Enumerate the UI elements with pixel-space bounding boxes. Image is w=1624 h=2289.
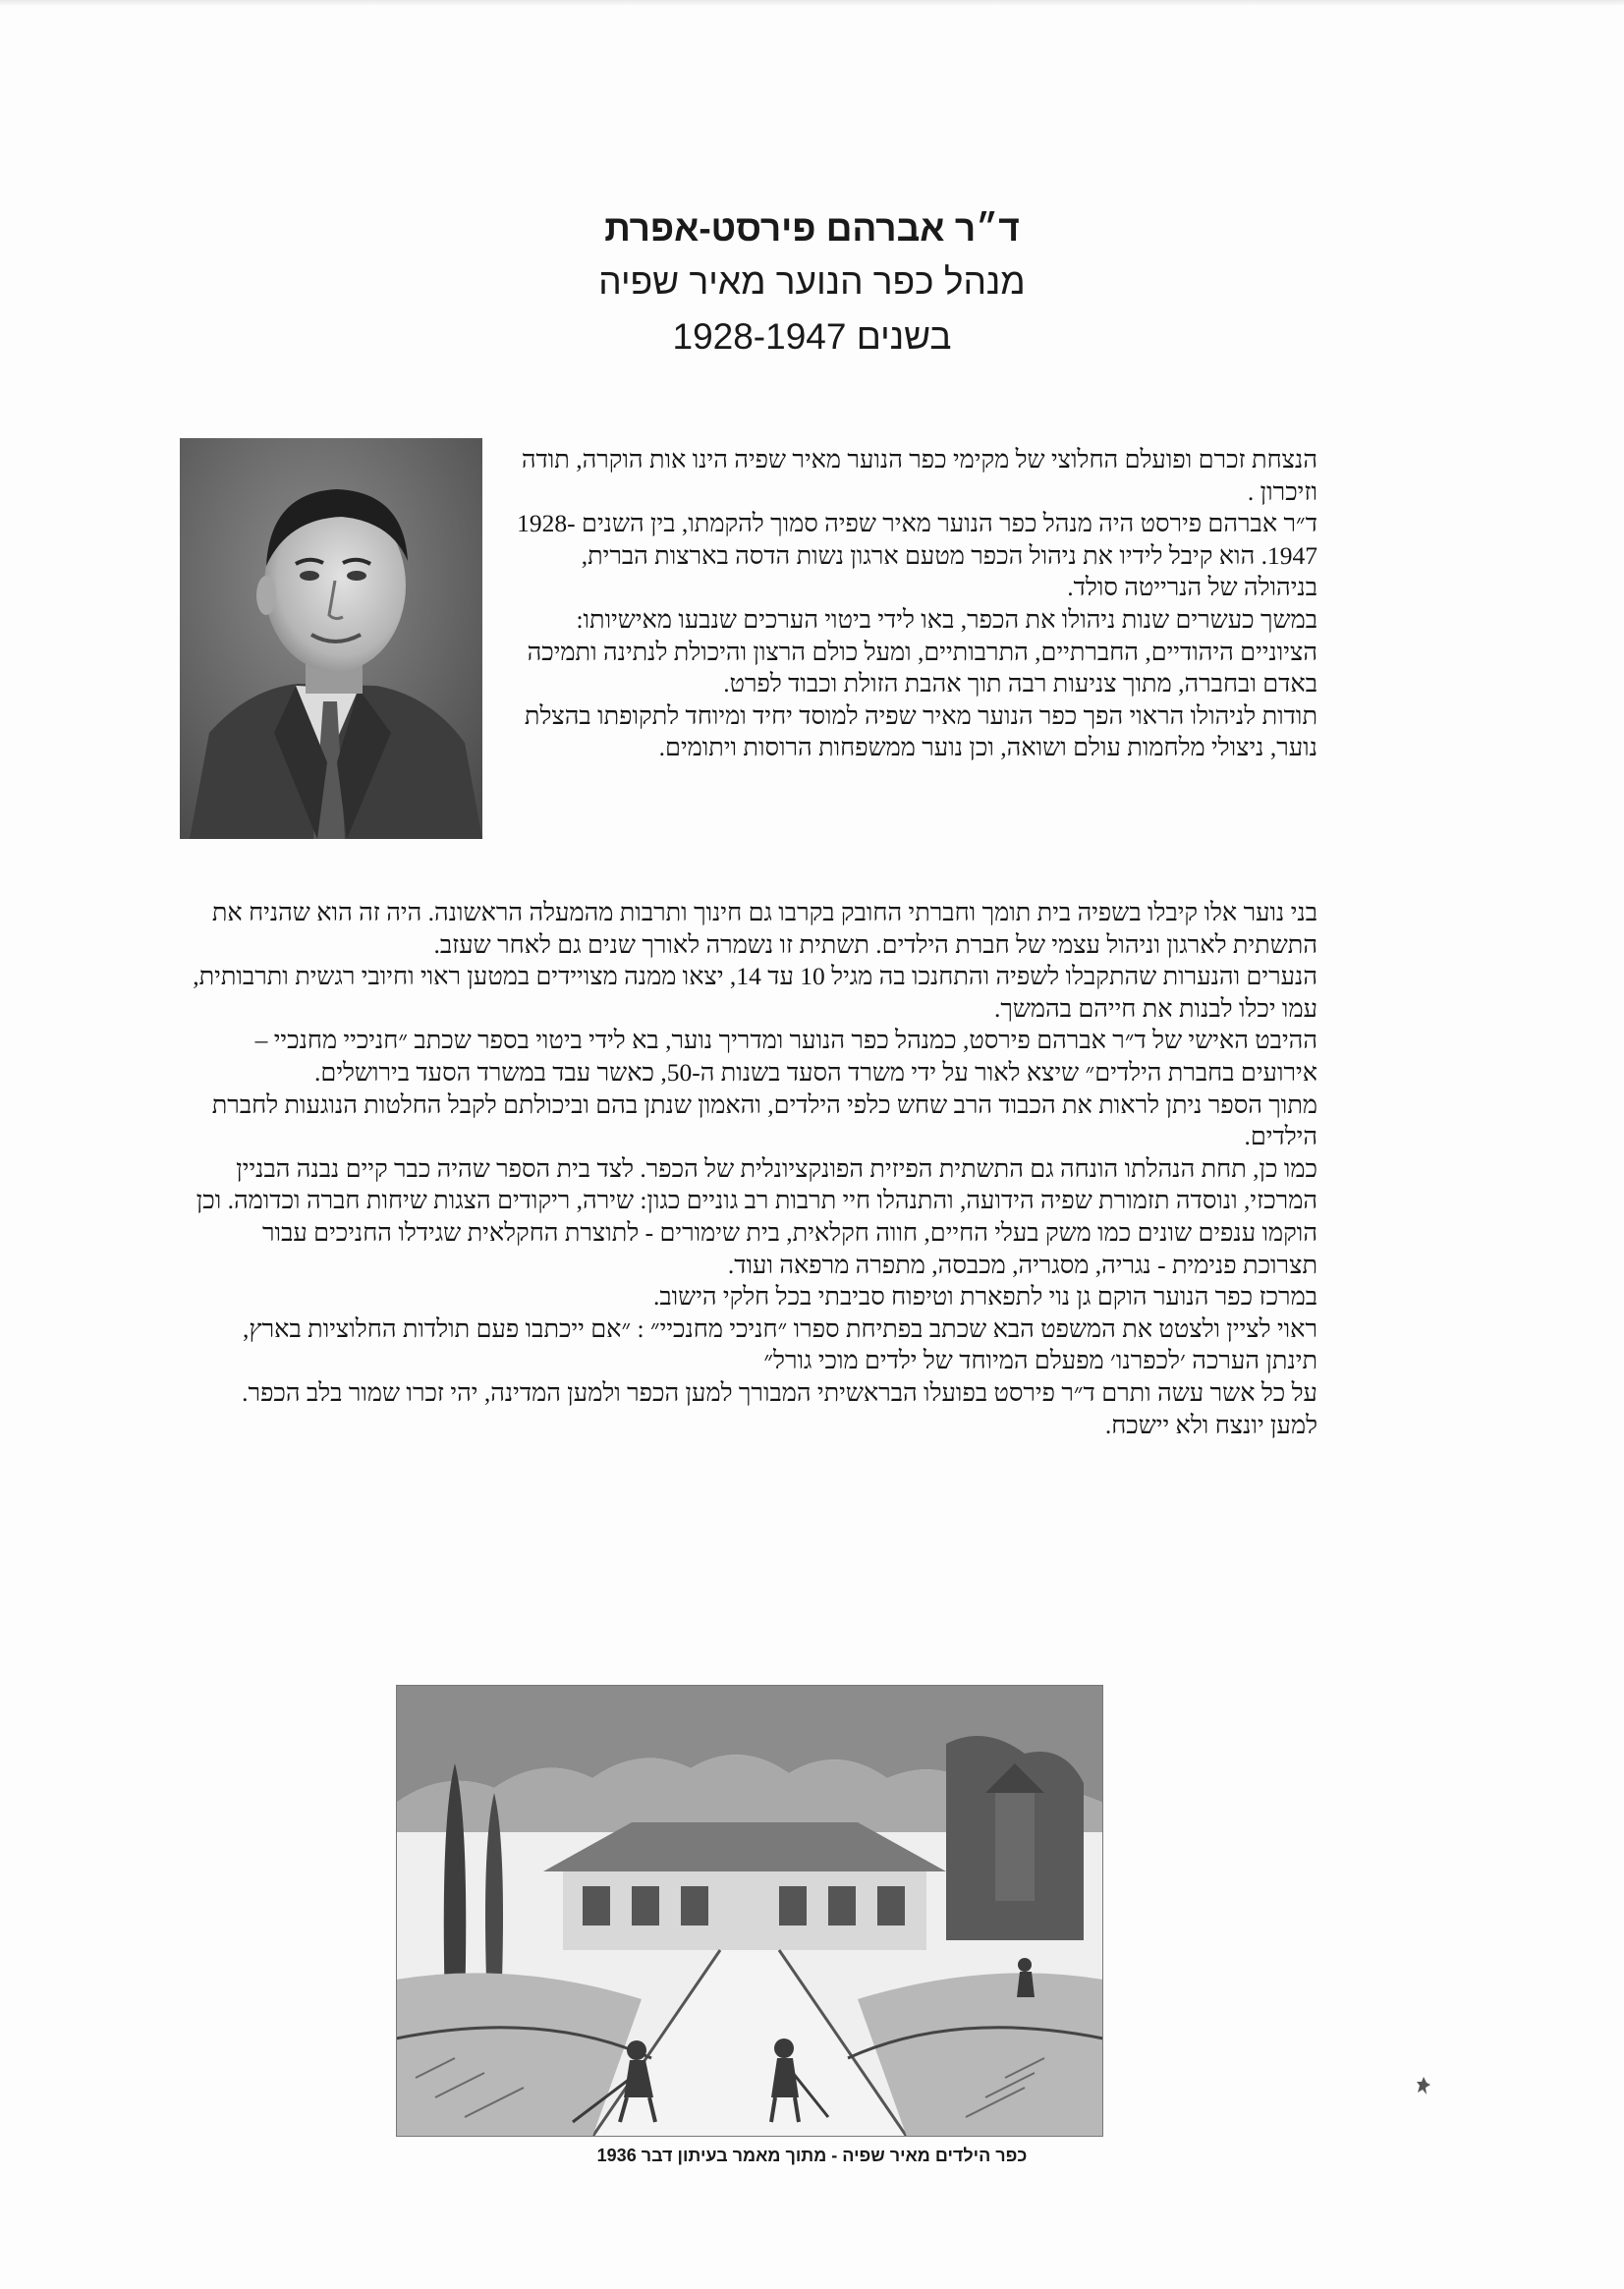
scan-edge — [0, 0, 1624, 6]
paragraph: ראוי לציין ולצטט את המשפט הבא שכתב בפתיחת ספרו ״חניכי מחנכיי״ : ״אם ייכתבו פעם תולדות החלוציות בארץ, תינתן הערכה ׳לכפרנו׳ מפעלם המיוחד של ילדים מוכי גורל״ — [243, 1313, 1317, 1375]
paragraph: ד״ר אברהם פירסט היה מנהל כפר הנוער מאיר שפיה סמוך להקמתו, בין השנים 1928-1947. הוא קיבל לידיו את ניהול הכפר מטעם ארגון נשות הדסה בארצות הברית, בניהולה של הנרייטה סולד. — [517, 509, 1317, 602]
document-title: ד״ר אברהם פירסט-אפרת — [604, 208, 1020, 249]
paragraph: הנערים והנערות שהתקבלו לשפיה והתחנכו בה מגיל 10 עד 14, יצאו ממנה מצויידים במטען ראוי וחיובי רגשית ותרבותית, עמו יכלו לבנות את חייהם בהמשך. — [193, 962, 1317, 1023]
paragraph: ההיבט האישי של ד״ר אברהם פירסט, כמנהל כפר הנוער ומדריך נוער, בא לידי ביטוי בספר שכתב ״חניכיי מחנכיי – אירועים בחברת הילדים״ שיצא לאור על ידי משרד הסעד בשנות ה-50, כאשר עבד במשרד הסעד בירושלים. — [254, 1026, 1317, 1087]
paragraph: כמו כן, תחת הנהלתו הונחה גם התשתית הפיזית הפונקציונלית של הכפר. לצד בית הספר שהיה כבר קיים נבנה הבניין המרכזי, ונוסדה תזמורת שפיה הידועה, והתנהלו חיי תרבות רב גוניים כגון: שירה, ריקודים הצגות שיחות חברה וכדומה. וכן הוקמו ענפים שונים כמו משק בעלי החיים, חווה חקלאית, בית שימורים - לתוצרת החקלאית שגידלו החניכים עבור תצרוכת פנימית - נגריה, מסגריה, מכבסה, מתפרה מרפאה ועוד. — [196, 1153, 1317, 1279]
document-subtitle: מנהל כפר הנוער מאיר שפיה — [598, 261, 1026, 302]
village-illustration — [396, 1685, 1103, 2137]
paragraph: בני נוער אלו קיבלו בשפיה בית תומך וחברתי החובק בקרבו גם חינוך ותרבות מהמעלה הראשונה. היה זה הוא שהניח את התשתית לארגון וניהול עצמי של חברת הילדים. תשתית זו נשמרה לאורך שנים גם לאחר שעזב. — [211, 898, 1317, 959]
paragraph: במשך כעשרים שנות ניהולו את הכפר, באו לידי ביטוי הערכים שנבעו מאישיותו: הציוניים היהודיים, החברתיים, התרבותיים, ומעל כולם הרצון והיכולת לנתינה ותמיכה באדם ובחברה, מתוך צניעות רבה תוך אהבת הזולת וכבוד לפרט. — [527, 604, 1317, 698]
paragraph: במרכז כפר הנוער הוקם גן נוי לתפארת וטיפוח סביבתי בכל חלקי הישוב. — [652, 1282, 1317, 1312]
paragraph: תודות לניהולו הראוי הפך כפר הנוער מאיר שפיה למוסד יחיד ומיוחד לתקופתו בהצלת נוער, ניצולי מלחמות עולם ושואה, וכן נוער ממשפחות הרוסות ויתומים. — [524, 700, 1317, 762]
paragraph: הנצחת זכרם ופועלם החלוצי של מקימי כפר הנוער מאיר שפיה הינו אות הוקרה, תודה וזיכרון . — [521, 445, 1317, 506]
scan-speck — [1415, 2075, 1432, 2096]
illustration-caption: כפר הילדים מאיר שפיה - מתוך מאמר בעיתון דבר 1936 — [596, 2146, 1028, 2165]
article-text-wrapped — [502, 444, 1317, 764]
paragraph: מתוך הספר ניתן לראות את הכבוד הרב שחש כלפי הילדים, והאמון שנתן בהם וביכולתם לקבל החלטות הנוגעות לחברת הילדים. — [211, 1089, 1317, 1151]
article-text-full — [193, 897, 1317, 1441]
document-years: בשנים 1928-1947 — [672, 316, 952, 357]
portrait-photo — [180, 438, 482, 839]
paragraph: על כל אשר עשה ותרם ד״ר פירסט בפועלו הבראשיתי המבורך למען הכפר ולמען המדינה, יהי זכרו שמור בלב הכפר. למען יונצח ולא יישכח. — [242, 1377, 1317, 1439]
